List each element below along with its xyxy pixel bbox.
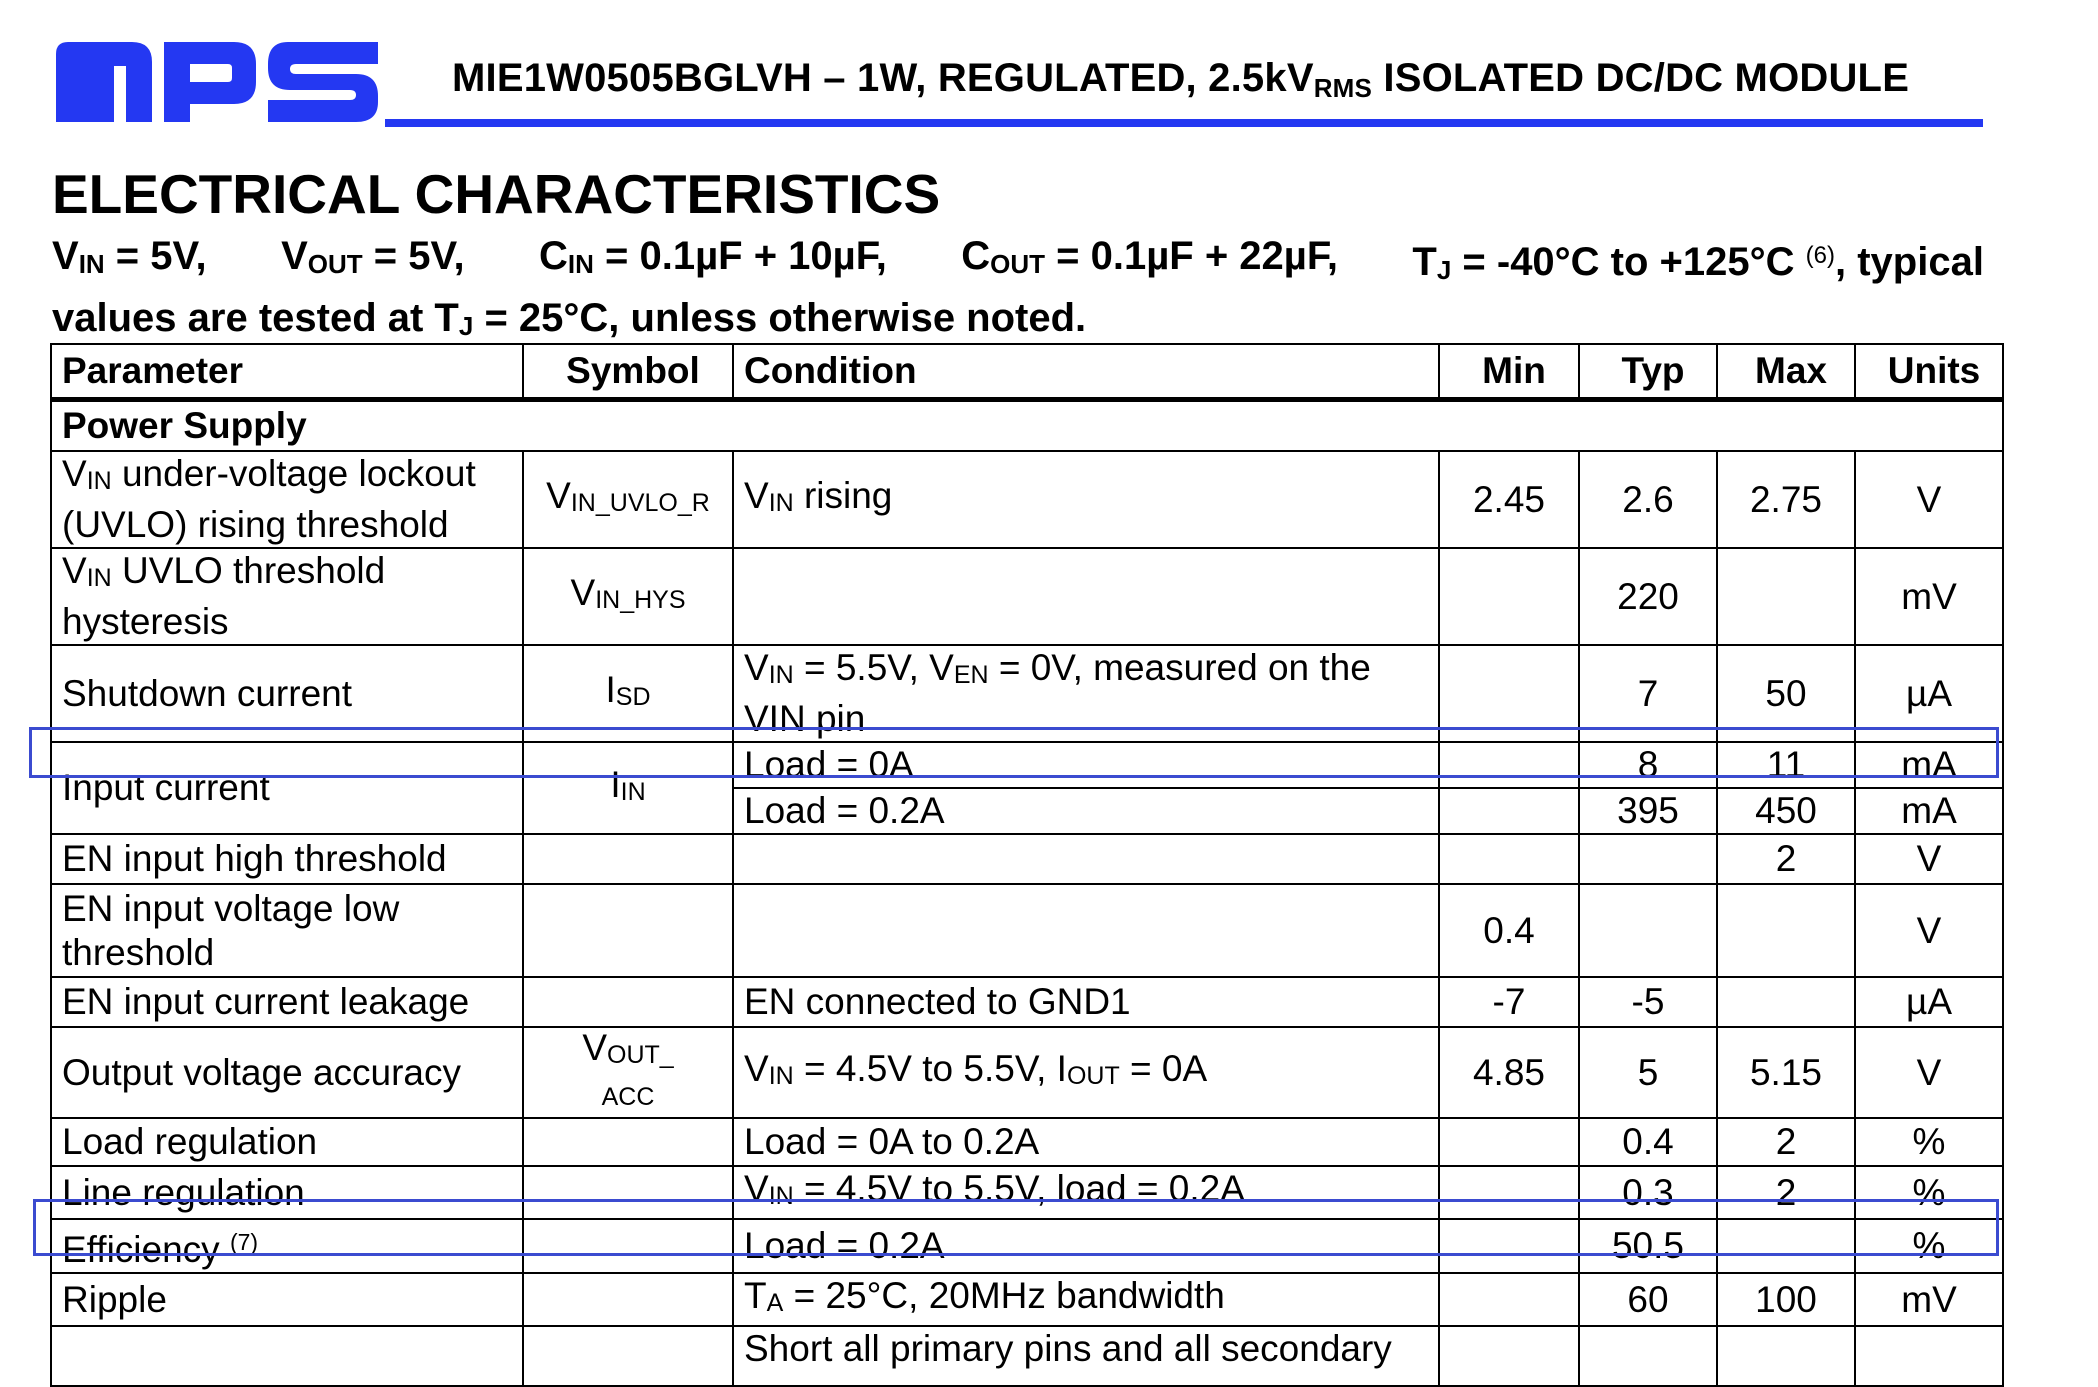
symbol-cell — [523, 1326, 733, 1386]
units-cell: µA — [1855, 645, 2003, 742]
units-cell: V — [1855, 1027, 2003, 1118]
max-cell: 50 — [1717, 645, 1855, 742]
units-cell: V — [1855, 834, 2003, 884]
min-cell — [1439, 1273, 1579, 1326]
units-cell: V — [1855, 451, 2003, 548]
max-cell: 11 — [1717, 742, 1855, 788]
param-cell: EN input voltage low threshold — [51, 884, 523, 977]
table-row — [51, 1326, 2003, 1386]
col-typ: Typ — [1579, 344, 1717, 400]
param-cell: EN input current leakage — [51, 977, 523, 1027]
symbol-cell: $I_{SD}$ — [523, 645, 733, 742]
typ-cell: 5 — [1579, 1027, 1717, 1118]
typ-cell: 0.4 — [1579, 1118, 1717, 1166]
condition-cell: Load = 0A to 0.2A — [733, 1118, 1439, 1166]
condition-cell: Short all primary pins and all secondary — [733, 1326, 1439, 1386]
section-power-supply: Power Supply — [51, 400, 2003, 452]
header-rule — [385, 119, 1983, 127]
units-cell: mA — [1855, 742, 2003, 788]
param-cell: Shutdown current — [51, 645, 523, 742]
max-cell — [1717, 977, 1855, 1027]
units-cell: % — [1855, 1166, 2003, 1219]
max-cell: 5.15 — [1717, 1027, 1855, 1118]
symbol-cell — [523, 1273, 733, 1326]
condition-cell: $V_{IN} = 4.5V$ to 5.5V, load = 0.2A — [733, 1166, 1439, 1219]
table-row — [51, 1118, 2003, 1166]
units-cell: V — [1855, 884, 2003, 977]
param-cell: $V_{IN}$ under-voltage lockout (UVLO) rising threshold — [51, 451, 523, 548]
min-cell — [1439, 788, 1579, 834]
typ-cell: -5 — [1579, 977, 1717, 1027]
units-cell: µA — [1855, 977, 2003, 1027]
condition-cell — [733, 884, 1439, 977]
section-row — [51, 400, 2003, 452]
param-cell: Ripple — [51, 1273, 523, 1326]
table-row — [51, 1273, 2003, 1326]
condition-cell: Load = 0.2A — [733, 788, 1439, 834]
units-cell: mV — [1855, 548, 2003, 645]
param-cell: Load regulation — [51, 1118, 523, 1166]
symbol-cell: $V_{IN\_HYS}$ — [523, 548, 733, 645]
col-symbol: Symbol — [523, 344, 733, 400]
min-cell: -7 — [1439, 977, 1579, 1027]
highlight-box-input-current — [29, 727, 1999, 778]
param-cell: Efficiency $^{(7)}$ — [51, 1219, 523, 1273]
typ-cell — [1579, 884, 1717, 977]
col-max: Max — [1717, 344, 1855, 400]
table-row — [51, 548, 2003, 645]
typ-cell — [1579, 1326, 1717, 1386]
param-cell: $V_{IN}$ UVLO threshold hysteresis — [51, 548, 523, 645]
min-cell — [1439, 548, 1579, 645]
units-cell — [1855, 1326, 2003, 1386]
header-row — [51, 344, 2003, 400]
test-conditions: $V_{IN} = 5V$, $V_{OUT} = 5V$, $C_{IN} = 0.1\mu F + 10\mu F$, $C_{OUT} = 0.1\mu F + 22\mu F$, $T_J = -40^\circ C$ to +125°C $^{(6)}$, typical values are tested at $T_J = 25^\circ C$, unless otherwise noted. — [52, 234, 1984, 341]
typ-cell: 0.3 — [1579, 1166, 1717, 1219]
typ-cell: 2.6 — [1579, 451, 1717, 548]
max-cell — [1717, 548, 1855, 645]
max-cell: 2 — [1717, 834, 1855, 884]
condition-cell: $T_A = 25^\circ C$, 20MHz bandwidth — [733, 1273, 1439, 1326]
min-cell — [1439, 834, 1579, 884]
symbol-cell: $V_{IN\_UVLO\_R}$ — [523, 451, 733, 548]
max-cell: 2 — [1717, 1118, 1855, 1166]
typ-cell: 60 — [1579, 1273, 1717, 1326]
min-cell: 2.45 — [1439, 451, 1579, 548]
param-cell: EN input high threshold — [51, 834, 523, 884]
symbol-cell: $I_{IN}$ — [523, 742, 733, 834]
section-title: ELECTRICAL CHARACTERISTICS — [52, 163, 941, 225]
typ-cell: 8 — [1579, 742, 1717, 788]
symbol-cell — [523, 977, 733, 1027]
max-cell: 2.75 — [1717, 451, 1855, 548]
condition-cell: EN connected to GND1 — [733, 977, 1439, 1027]
page-header — [0, 0, 2098, 140]
condition-cell: $V_{IN} = 4.5V$ to 5.5V, $I_{OUT} = 0A$ — [733, 1027, 1439, 1118]
condition-cell: Load = 0A — [733, 742, 1439, 788]
typ-cell: 220 — [1579, 548, 1717, 645]
max-cell — [1717, 1326, 1855, 1386]
typ-cell — [1579, 834, 1717, 884]
table-row — [51, 451, 2003, 548]
condition-cell — [733, 548, 1439, 645]
units-cell: % — [1855, 1118, 2003, 1166]
param-cell: Output voltage accuracy — [51, 1027, 523, 1118]
units-cell: mV — [1855, 1273, 2003, 1326]
param-cell: Line regulation — [51, 1166, 523, 1219]
condition-cell: $V_{IN} = 5.5V$, $V_{EN} = 0V$, measured on the VIN pin — [733, 645, 1439, 742]
param-cell: Input current — [51, 742, 523, 834]
symbol-cell — [523, 884, 733, 977]
max-cell: 100 — [1717, 1273, 1855, 1326]
document-title: MIE1W0505BGLVH – 1W, REGULATED, $2.5kV_{RMS}$ ISOLATED DC/DC MODULE — [452, 56, 1910, 103]
param-cell — [51, 1326, 523, 1386]
col-min: Min — [1439, 344, 1579, 400]
symbol-cell: $V_{OUT\_}$ ACC — [523, 1027, 733, 1118]
table-row — [51, 834, 2003, 884]
condition-cell: Load = 0.2A — [733, 1219, 1439, 1273]
mps-logo — [56, 36, 378, 128]
typ-cell: 395 — [1579, 788, 1717, 834]
col-units: Units — [1855, 344, 2003, 400]
max-cell: 2 — [1717, 1166, 1855, 1219]
max-cell: 450 — [1717, 788, 1855, 834]
table-row — [51, 977, 2003, 1027]
units-cell: mA — [1855, 788, 2003, 834]
typ-cell: 7 — [1579, 645, 1717, 742]
min-cell: 0.4 — [1439, 884, 1579, 977]
max-cell — [1717, 884, 1855, 977]
condition-cell — [733, 834, 1439, 884]
typ-cell: 50.5 — [1579, 1219, 1717, 1273]
condition-cell: $V_{IN}$ rising — [733, 451, 1439, 548]
min-cell: 4.85 — [1439, 1027, 1579, 1118]
col-condition: Condition — [733, 344, 1439, 400]
min-cell — [1439, 1326, 1579, 1386]
highlight-box-efficiency — [33, 1199, 1999, 1256]
units-cell: % — [1855, 1219, 2003, 1273]
table-row — [51, 1027, 2003, 1118]
symbol-cell — [523, 1118, 733, 1166]
col-parameter: Parameter — [51, 344, 523, 400]
table-row — [51, 884, 2003, 977]
min-cell — [1439, 1118, 1579, 1166]
symbol-cell — [523, 834, 733, 884]
